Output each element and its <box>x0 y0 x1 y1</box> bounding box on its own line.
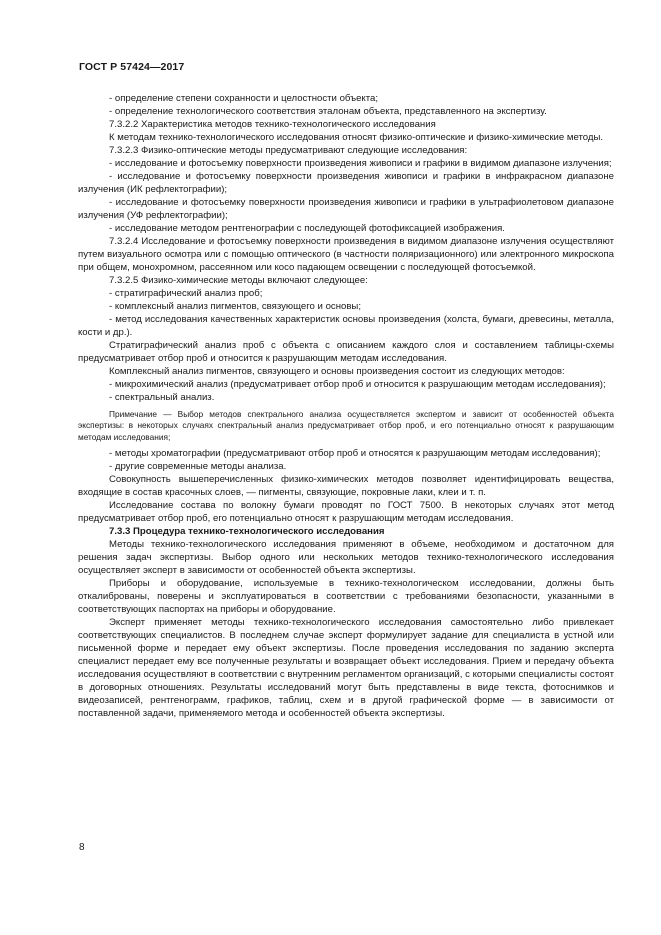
paragraph: - комплексный анализ пигментов, связующего и основы; <box>109 301 361 312</box>
paragraph: - исследование и фотосъемку поверхности произведения живописи и графики в ультрафиолетовом диапазоне излучения (УФ рефлектографии); <box>78 197 614 221</box>
paragraph: 7.3.2.3 Физико-оптические методы предусматривают следующие исследования: <box>109 145 468 156</box>
paragraph: Совокупность вышеперечисленных физико-химических методов позволяет идентифицировать вещества, входящие в состав красочных слоев, — пигменты, связующие, покровные лаки, клеи и т. п. <box>78 474 614 499</box>
paragraph: - методы хроматографии (предусматривают отбор проб и относятся к разрушающим методам исследования); <box>109 448 601 460</box>
paragraph: - исследование и фотосъемку поверхности произведения живописи и графики в видимом диапазоне излучения; <box>109 158 612 169</box>
paragraph: Методы технико-технологического исследования применяют в объеме, необходимом и достаточном для решения задач экспертизы. Выбор одного или нескольких методов технико-технологического исследования осуществляет эксперт в зависимости от особенностей объекта экспертизы. <box>78 539 614 577</box>
paragraph: - метод исследования качественных характеристик основы произведения (холста, бумаги, древесины, металла, кости и др.). <box>78 314 614 338</box>
paragraph: 7.3.2.5 Физико-химические методы включают следующее: <box>109 275 368 286</box>
paragraph: Приборы и оборудование, используемые в технико-технологическом исследовании, должны быть откалиброваны, поверены и эксплуатироваться в соответствии с требованиями безопасности, указанными в соответствующих паспортах на приборы и оборудование. <box>78 578 614 616</box>
paragraph: 7.3.2.2 Характеристика методов технико-технологического исследования <box>109 119 436 130</box>
paragraph: - исследование и фотосъемку поверхности произведения живописи и графики в инфракрасном диапазоне излучения (ИК рефлектографии); <box>78 171 614 195</box>
paragraph: Стратиграфический анализ проб с объекта с описанием каждого слоя и составлением таблицы-схемы предусматривает отбор проб и относится к разрушающим методам исследования. <box>78 340 614 364</box>
document-header: ГОСТ Р 57424—2017 <box>79 61 185 73</box>
paragraph: Исследование состава по волокну бумаги проводят по ГОСТ 7500. В некоторых случаях этот метод предусматривает отбор проб, его потенциально относят к разрушающим методам исследования. <box>78 500 614 525</box>
note-paragraph: Примечание — Выбор методов спектрального анализа осуществляется экспертом и зависит от особенностей объекта экспертизы: в некоторых случаях спектральный анализ предусматривает отбор проб, и его потенциально относят к разрушающим методам исследования; <box>78 409 614 442</box>
page-number: 8 <box>79 842 85 853</box>
paragraph: К методам технико-технологического исследования относят физико-оптические и физико-химические методы. <box>109 132 604 143</box>
paragraph: - другие современные методы анализа. <box>109 461 287 473</box>
paragraph: 7.3.3 Процедура технико-технологического исследования <box>109 526 385 538</box>
paragraph: - исследование методом рентгенографии с последующей фотофиксацией изображения. <box>109 223 505 234</box>
paragraph: - определение технологического соответствия эталонам объекта, представленного на экспертизу. <box>109 106 547 117</box>
paragraph: Эксперт применяет методы технико-технологического исследования самостоятельно либо привлекает соответствующих специалистов. В последнем случае эксперт формулирует задание для специалиста в устной или письменной форме и передает ему объект экспертизы. После проведения исследования по заданию эксперта специалист передает ему все полученные результаты и возвращает объект исследования. Прием и передачу объекта исследования осуществляют в соответствии с внутренним регламентом организаций, с которыми специалисты состоят в договорных отношениях. Результаты исследований могут быть представлены в виде текста, фотоснимков и видеозаписей, рентгенограмм, графиков, таблиц, схем и в другой графической форме — в зависимости от поставленной задачи, применяемого метода и особенностей объекта экспертизы. <box>78 617 614 720</box>
paragraph: - микрохимический анализ (предусматривает отбор проб и относится к разрушающим методам исследования); <box>109 379 606 390</box>
paragraph: - стратиграфический анализ проб; <box>109 288 263 299</box>
document-body <box>78 92 614 720</box>
paragraph: - спектральный анализ. <box>109 392 215 403</box>
paragraph: Комплексный анализ пигментов, связующего и основы произведения состоит из следующих методов: <box>109 366 565 377</box>
paragraph: 7.3.2.4 Исследование и фотосъемку поверхности произведения в видимом диапазоне излучения осуществляют путем визуального осмотра или с помощью оптического (в частности поляризационного) или электронного микроскопа при общем, монохромном, рассеянном или косо падающем освещении с последующей фотосъемкой. <box>78 236 614 273</box>
paragraph: - определение степени сохранности и целостности объекта; <box>109 93 379 104</box>
